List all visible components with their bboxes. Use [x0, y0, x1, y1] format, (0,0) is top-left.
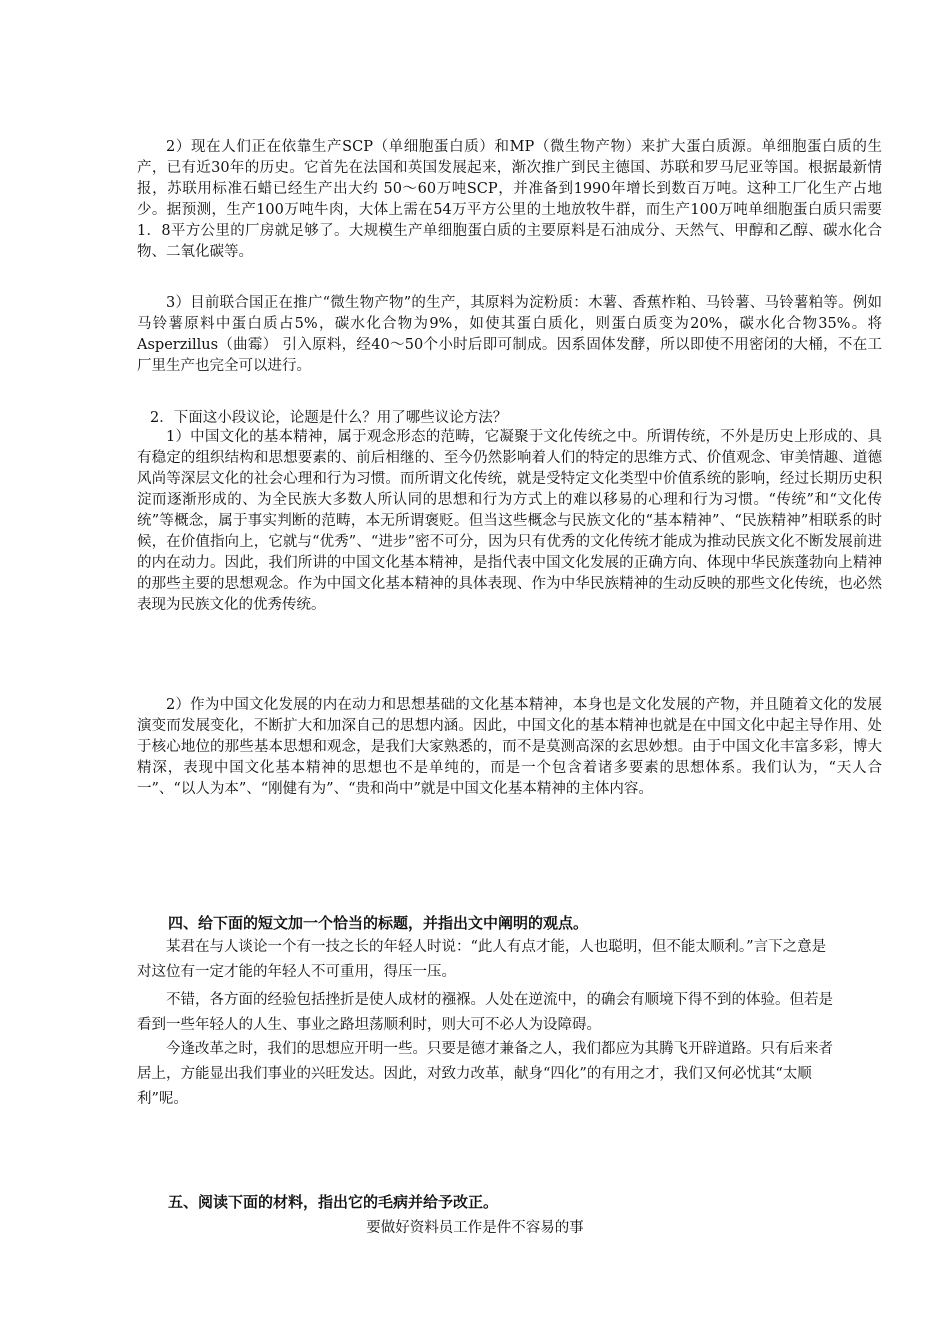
- question-2-prompt: 2．下面这小段议论，论题是什么？用了哪些议论方法？: [150, 410, 508, 426]
- paragraph-mp: 3）目前联合国正在推广“微生物产物”的生产，其原料为淀粉质：木薯、香蕉柞粕、马铃薯、马铃薯粕等。例如马铃薯原料中蛋白质占5%，碳水化合物为9%，如使其蛋白质化，则蛋白质变为20%，碳水化合物35%。将Asperzillus（曲霉） 引入原料，经40～50个小时后即可制成。因系固体发酵，所以即使不用密闭的大桶，不在工厂里生产也完全可以进行。: [137, 295, 882, 374]
- article-paragraph-1: 某君在与人谈论一个有一技之长的年轻人时说：“此人有点才能，人也聪明，但不能太顺利。”言下之意是对这位有一定才能的年轻人不可重用，得压一压。: [137, 939, 827, 980]
- section-5-heading: 五、阅读下面的材料，指出它的毛病并给予改正。: [168, 1193, 499, 1211]
- article-paragraph-3: 今逢改革之时，我们的思想应开明一些。只要是德才兼备之人，我们都应为其腾飞开辟道路。只有后来者居上，方能显出我们事业的兴旺发达。因此，对致力改革，献身“四化”的有用之才，我们又何必忧其“太顺利”呢。: [137, 1041, 833, 1107]
- material-title: 要做好资料员工作是件不容易的事: [366, 1220, 584, 1236]
- paragraph-scp: 2）现在人们正在依靠生产SCP（单细胞蛋白质）和MP（微生物产物）来扩大蛋白质源。单细胞蛋白质的生产，已有近30年的历史。它首先在法国和英国发展起来，渐次推广到民主德国、苏联和罗马尼亚等国。根据最新情报，苏联用标准石蜡已经生产出大约 50～60万吨SCP，并准备到1990年增长到数百万吨。这种工厂化生产占地少。据预测，生产100万吨牛肉，大体上需在54万平方公里的土地放牧牛群，而生产100万吨单细胞蛋白质只需要1．8平方公里的厂房就足够了。大规模生产单细胞蛋白质的主要原料是石油成分、天然气、甲醇和乙醇、碳水化合物、二氧化碳等。: [137, 139, 882, 260]
- paragraph-culture-1: 1）中国文化的基本精神，属于观念形态的范畴，它凝聚于文化传统之中。所谓传统，不外是历史上形成的、具有稳定的组织结构和思想要素的、前后相继的、至今仍然影响着人们的特定的思维方式、价值观念、审美情趣、道德风尚等深层文化的社会心理和行为习惯。而所谓文化传统，就是受特定文化类型中价值系统的影响，经过长期历史积淀而逐渐形成的、为全民族大多数人所认同的思想和行为方式上的难以移易的心理和行为习惯。“传统”和“文化传统”等概念，属于事实判断的范畴，本无所谓褒贬。但当这些概念与民族文化的“基本精神”、“民族精神”相联系的时候，在价值指向上，它就与“优秀”、“进步”密不可分，因为只有优秀的文化传统才能成为推动民族文化不断发展前进的内在动力。因此，我们所讲的中国文化基本精神，是指代表中国文化发展的正确方向、体现中华民族蓬勃向上精神的那些主要的思想观念。作为中国文化基本精神的具体表现、作为中华民族精神的生动反映的那些文化传统，也必然表现为民族文化的优秀传统。: [137, 429, 882, 613]
- article-paragraph-2: 不错，各方面的经验包括挫折是使人成材的襁褓。人处在逆流中，的确会有顺境下得不到的体验。但若是看到一些年轻人的人生、事业之路坦荡顺利时，则大可不必人为设障碍。: [137, 992, 833, 1033]
- paragraph-culture-2: 2）作为中国文化发展的内在动力和思想基础的文化基本精神，本身也是文化发展的产物，并且随着文化的发展演变而发展变化，不断扩大和加深自己的思想内涵。因此，中国文化的基本精神也就是在中国文化中起主导作用、处于核心地位的那些基本思想和观念，是我们大家熟悉的，而不是莫测高深的玄思妙想。由于中国文化丰富多彩，博大精深，表现中国文化基本精神的思想也不是单纯的，而是一个包含着诸多要素的思想体系。我们认为，“天人合一”、“以人为本”、“刚健有为”、“贵和尚中”就是中国文化基本精神的主体内容。: [137, 697, 882, 797]
- section-4-heading: 四、给下面的短文加一个恰当的标题，并指出文中阐明的观点。: [168, 914, 589, 932]
